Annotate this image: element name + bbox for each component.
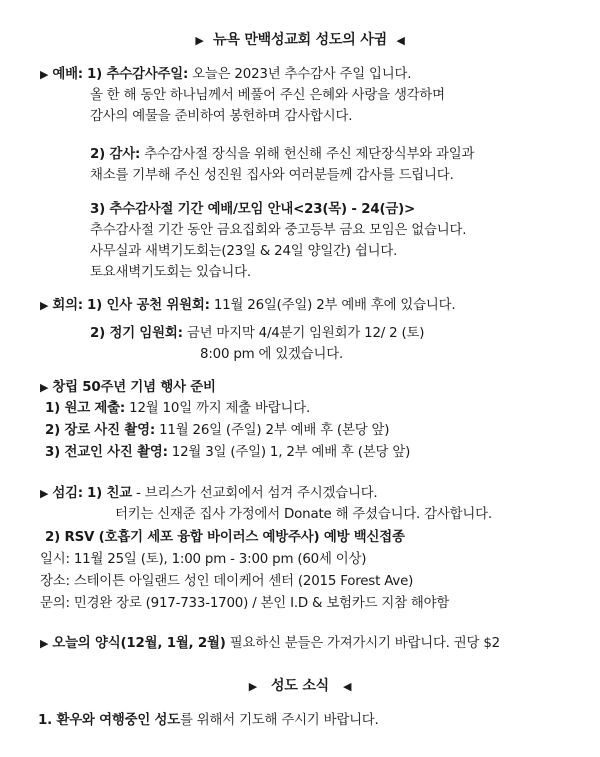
anniversary-item-label: 1) 원고 제출: xyxy=(45,401,126,416)
service-item1-text: - 브리스가 선교회에서 섬겨 주시겠습니다. xyxy=(136,486,378,501)
worship-item1-line: 오늘은 2023년 추수감사 주일 입니다. xyxy=(192,67,412,82)
worship-item2-label: 2) 감사: xyxy=(90,147,141,162)
meeting-item2-label: 2) 정기 임원회: xyxy=(90,326,183,341)
news-item-label: 1. 환우와 여행중인 성도 xyxy=(38,713,181,728)
worship-item1-line: 감사의 예물을 준비하여 봉헌하며 감사합시다. xyxy=(90,109,353,124)
service-item2-title: 2) RSV (호흡기 세포 융합 바이러스 예방주사) 예방 백신접종 xyxy=(45,530,405,545)
service-item2-line: 장소: 스테이튼 아일랜드 성인 데이케어 센터 (2015 Forest Ave) xyxy=(40,574,414,589)
service-row-1 xyxy=(40,484,378,504)
anniversary-item xyxy=(45,399,310,419)
service-item2-line: 일시: 11월 25일 (토), 1:00 pm - 3:00 pm (60세 이상) xyxy=(40,552,367,567)
meeting-row-2 xyxy=(90,324,424,344)
worship-item3-line: 토요새벽기도회는 있습니다. xyxy=(90,265,251,280)
anniversary-item-label: 3) 전교인 사진 촬영: xyxy=(45,445,168,460)
bread-label: 오늘의 양식(12월, 1월, 2월) xyxy=(52,636,226,651)
news-item-1 xyxy=(38,711,379,731)
worship-item1-line: 올 한 해 동안 하나님께서 베풀어 주신 은혜와 사랑을 생각하며 xyxy=(90,88,445,103)
service-item2-line: 문의: 민경완 장로 (917-733-1700) / 본인 I.D & 보험카드 지참 해야함 xyxy=(40,596,450,611)
anniversary-title: 창립 50주년 기념 행사 준비 xyxy=(52,380,216,395)
worship-item2-line: 추수감사절 장식을 위해 헌신해 주신 제단장식부와 과일과 xyxy=(144,147,475,162)
anniversary-item xyxy=(45,421,389,441)
meeting-item2-text: 금년 마지막 4/4분기 임원회가 12/ 2 (토) xyxy=(186,326,425,341)
worship-item3-title: 3) 추수감사절 기간 예배/모임 안내<23(목) - 24(금)> xyxy=(90,202,416,217)
meeting-item1-label: 1) 인사 공천 위원회: xyxy=(87,298,210,313)
bullet-icon: ▶ xyxy=(40,487,49,500)
service-label: 섬김: xyxy=(52,486,83,501)
service-item1-label: 1) 친교 xyxy=(87,486,133,501)
meeting-item1-text: 11월 26일(주일) 2부 예배 후에 있습니다. xyxy=(213,298,456,313)
anniversary-item-text: 12월 10일 까지 제출 바랍니다. xyxy=(129,401,311,416)
anniversary-item-text: 12월 3일 (주일) 1, 2부 예배 후 (본당 앞) xyxy=(171,445,411,460)
bread-row xyxy=(40,634,500,654)
anniversary-item-text: 11월 26일 (주일) 2부 예배 후 (본당 앞) xyxy=(159,423,390,438)
meeting-item2-text2: 8:00 pm 에 있겠습니다. xyxy=(200,347,344,362)
bullet-icon: ▶ xyxy=(40,68,49,81)
bullet-icon: ▶ xyxy=(40,637,49,650)
play-left-icon: ◀ xyxy=(396,34,405,47)
meeting-row-1 xyxy=(40,296,455,316)
anniversary-title-row xyxy=(40,378,216,398)
meeting-label: 회의: xyxy=(52,298,83,313)
worship-item2-row xyxy=(90,145,474,165)
worship-item3-line: 사무실과 새벽기도회는(23일 & 24일 양일간) 쉽니다. xyxy=(90,244,398,259)
service-item1-text2: 터키는 신재준 집사 가정에서 Donate 해 주셨습니다. 감사합니다. xyxy=(115,507,492,522)
anniversary-item xyxy=(45,443,410,463)
play-right-icon: ▶ xyxy=(195,34,204,47)
page-title: 뉴욕 만백성교회 성도의 사귐 xyxy=(213,32,387,48)
play-right-icon: ▶ xyxy=(248,680,257,693)
play-left-icon: ◀ xyxy=(343,680,352,693)
worship-item3-line: 추수감사절 기간 동안 금요집회와 중고등부 금요 모임은 없습니다. xyxy=(90,223,467,238)
worship-item2-line: 채소를 기부해 주신 성진원 집사와 여러분들께 감사를 드립니다. xyxy=(90,168,454,183)
anniversary-item-label: 2) 장로 사진 촬영: xyxy=(45,423,155,438)
worship-item1-label: 1) 추수감사주일: xyxy=(87,67,189,82)
news-item-text: 를 위해서 기도해 주시기 바랍니다. xyxy=(180,713,379,728)
bread-text: 필요하신 분들은 가져가시기 바랍니다. 권당 $2 xyxy=(229,636,500,651)
news-title-row xyxy=(0,676,600,697)
worship-row-1 xyxy=(40,65,411,85)
news-title: 성도 소식 xyxy=(271,678,329,694)
worship-label: 예배: xyxy=(52,67,83,82)
bullet-icon: ▶ xyxy=(40,299,49,312)
bullet-icon: ▶ xyxy=(40,381,49,394)
header-title-row xyxy=(0,30,600,51)
